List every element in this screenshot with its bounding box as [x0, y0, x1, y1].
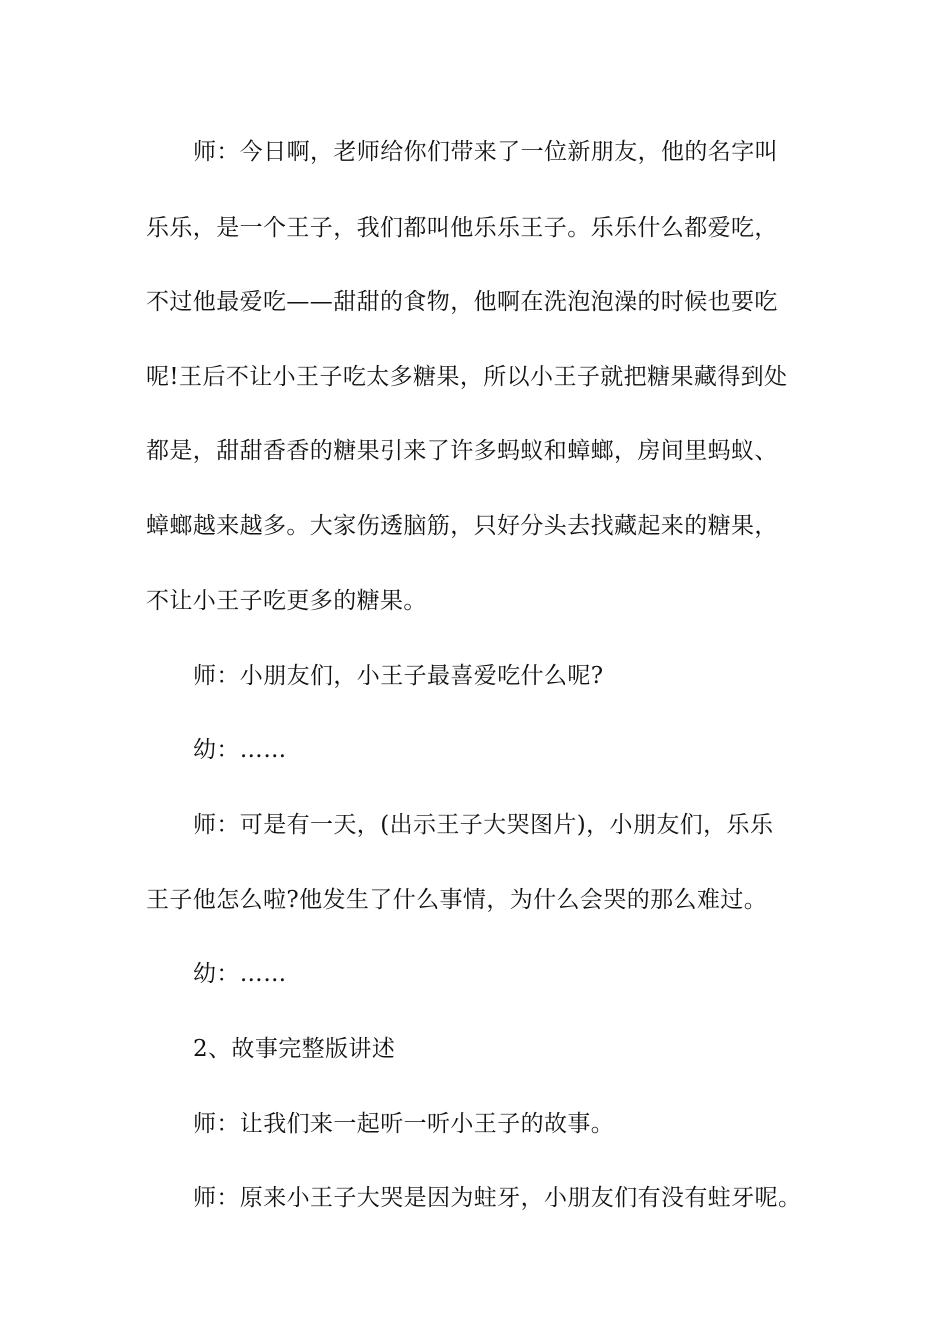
- dialogue-child-reply-2: 幼：……: [193, 961, 287, 987]
- section-heading: 2、故事完整版讲述: [193, 1036, 396, 1062]
- dialogue-teacher-question: 师：小朋友们，小王子最喜爱吃什么呢?: [193, 663, 604, 689]
- dialogue-teacher-line-3: 师：让我们来一起听一听小王子的故事。: [193, 1111, 615, 1137]
- paragraph-line-6: 蟑螂越来越多。大家伤透脑筋，只好分头去找藏起来的糖果，: [146, 513, 778, 539]
- paragraph-line-3: 不过他最爱吃——甜甜的食物，他啊在洗泡泡澡的时候也要吃: [146, 289, 778, 315]
- dialogue-child-reply-1: 幼：……: [193, 737, 287, 763]
- paragraph-line-4: 呢!王后不让小王子吃太多糖果，所以小王子就把糖果藏得到处: [146, 364, 788, 390]
- paragraph-line-5: 都是，甜甜香香的糖果引来了许多蚂蚁和蟑螂，房间里蚂蚁、: [146, 438, 778, 464]
- dialogue-teacher-line-2: 王子他怎么啦?他发生了什么事情，为什么会哭的那么难过。: [146, 887, 768, 913]
- paragraph-line-7: 不让小王子吃更多的糖果。: [146, 588, 427, 614]
- dialogue-teacher-line-4: 师：原来小王子大哭是因为蛀牙，小朋友们有没有蛀牙呢。: [193, 1185, 802, 1211]
- dialogue-teacher-line-1: 师：可是有一天，(出示王子大哭图片)，小朋友们，乐乐: [193, 812, 774, 838]
- paragraph-line-1: 师：今日啊，老师给你们带来了一位新朋友，他的名字叫: [193, 139, 778, 165]
- paragraph-line-2: 乐乐，是一个王子，我们都叫他乐乐王子。乐乐什么都爱吃，: [146, 215, 778, 241]
